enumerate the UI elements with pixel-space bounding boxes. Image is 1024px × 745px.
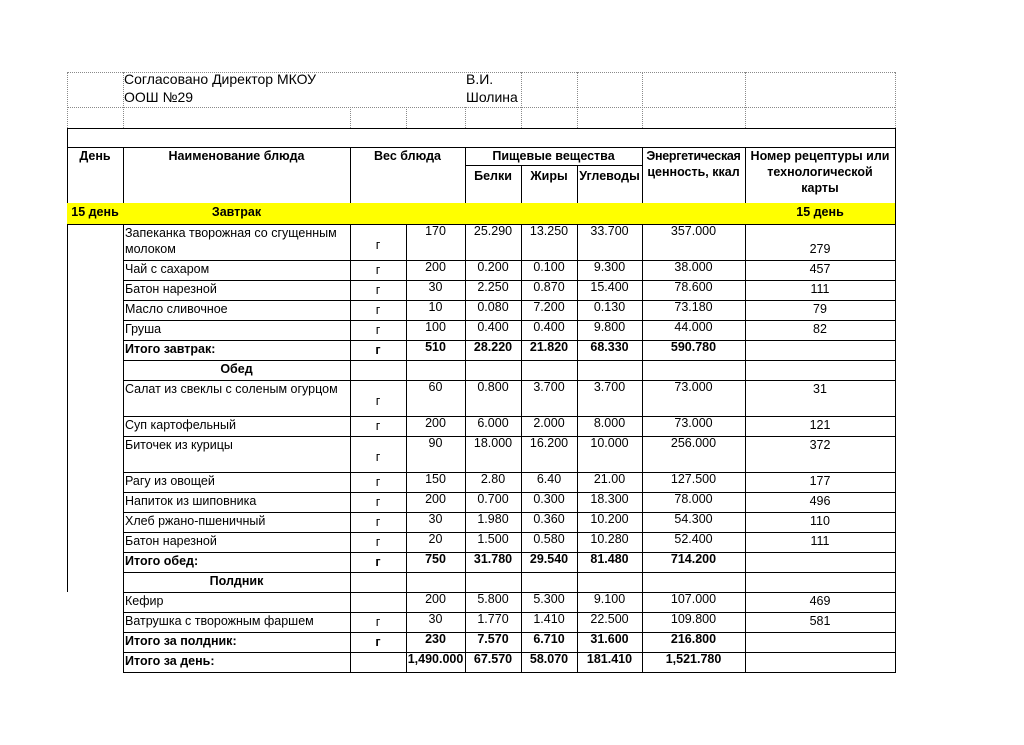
table-cell: г [375,635,381,649]
grid-line [745,572,746,592]
table-cell: 457 [809,262,831,276]
table-cell: г [375,283,381,297]
grid-line [465,572,466,592]
table-cell: г [375,394,381,408]
table-cell: 9.100 [593,592,626,606]
table-cell: 29.540 [529,552,569,566]
table-cell: 109.800 [670,612,717,626]
grid-line [895,592,896,612]
table-cell: г [375,475,381,489]
table-cell: 1,521.780 [665,652,722,666]
table-cell: Батон нарезной [125,282,217,296]
breakfast-title: Завтрак [211,205,262,219]
table-cell: 28.220 [473,340,513,354]
table-cell: 100 [425,320,446,334]
table-cell: Ватрушка с творожным фаршем [125,614,314,628]
table-cell: 177 [809,474,831,488]
table-cell: 82 [813,322,827,336]
grid-line [895,380,896,416]
table-cell: 30 [428,280,443,294]
table-cell: Кефир [125,594,164,608]
table-cell: 33.700 [590,224,629,238]
grid-line [350,360,351,380]
grid-line [350,592,351,612]
header-carbs: Углеводы [579,169,640,183]
grid-line [123,512,124,532]
day-label: 15 день [71,205,119,219]
table-cell: 73.000 [674,416,713,430]
table-cell: 121 [809,418,831,432]
grid-line [521,360,522,380]
table-cell: 107.000 [670,592,717,606]
table-cell: 30 [428,612,443,626]
grid-line [895,360,896,380]
table-cell: 10.200 [590,512,629,526]
table-cell: 68.330 [590,340,629,354]
table-cell: г [375,555,381,569]
table-cell: 111 [810,534,830,548]
table-cell: 5.300 [533,592,565,606]
header-day: День [79,149,111,163]
table-cell: 54.300 [674,512,713,526]
grid-line [123,612,124,632]
table-cell: г [375,303,381,317]
grid-line [745,632,746,652]
table-cell: 9.300 [593,260,626,274]
table-cell: Чай с сахаром [125,262,210,276]
header-protein: Белки [474,169,512,183]
grid-line [123,572,896,573]
table-cell: 3.700 [593,380,626,394]
table-cell: 10.280 [590,532,629,546]
table-cell: 7.570 [477,632,509,646]
grid-line [895,300,896,320]
table-cell: 0.800 [477,380,509,394]
table-cell: 200 [425,492,446,506]
table-cell: 1.410 [533,612,565,626]
table-cell: 200 [425,260,446,274]
table-cell: 111 [810,282,830,296]
table-cell: Итого обед: [125,554,199,568]
grid-line [406,360,407,380]
grid-line [123,360,896,361]
table-cell: 13.250 [529,224,569,238]
table-cell: 5.800 [477,592,509,606]
approval-name1: В.И. [466,71,494,87]
table-cell: г [375,615,381,629]
table-cell: 750 [425,552,446,566]
table-cell: 127.500 [670,472,717,486]
grid-line [895,652,896,672]
table-cell: 3.700 [533,380,565,394]
table-cell: 79 [813,302,827,316]
grid-line [895,260,896,280]
table-cell: 6.000 [477,416,509,430]
table-cell: 7.200 [533,300,565,314]
table-cell: г [375,535,381,549]
table-cell: 0.360 [533,512,565,526]
grid-line [350,652,351,672]
table-cell: 10.000 [590,436,629,450]
grid-line [895,632,896,652]
approval-name2: Шолина [466,89,518,105]
grid-line [123,416,124,436]
table-cell: Итого за полдник: [125,634,237,648]
table-cell: 6.710 [533,632,565,646]
grid-line [895,492,896,512]
grid-line [895,280,896,300]
table-cell: г [375,450,381,464]
table-cell: 200 [425,592,446,606]
table-cell: 60 [428,380,443,394]
table-cell: 21.820 [529,340,569,354]
table-cell: 8.000 [593,416,626,430]
grid-line [895,436,896,472]
table-cell: 1.980 [477,512,509,526]
table-cell: 1,490.000 [407,652,464,666]
table-cell: 510 [425,340,446,354]
grid-line [123,592,124,612]
table-cell: 0.700 [477,492,509,506]
table-cell: 44.000 [674,320,713,334]
table-cell: 15.400 [590,280,629,294]
table-cell: 2.250 [477,280,509,294]
grid-line [895,320,896,340]
header-energy-1: Энергетическая [646,149,741,163]
table-cell: г [375,263,381,277]
table-cell: 81.480 [590,552,629,566]
grid-line [521,572,522,592]
day-label-right: 15 день [796,205,844,219]
table-cell: 18.000 [473,436,513,450]
grid-line [123,340,124,360]
table-cell: 22.500 [590,612,629,626]
table-cell: Суп картофельный [125,418,236,432]
table-cell: 279 [809,242,831,256]
table-cell: 20 [428,532,443,546]
table-cell: Напиток из шиповника [125,494,257,508]
grid-line [123,300,124,320]
grid-line [895,572,896,592]
grid-line [745,340,746,360]
table-cell: 0.400 [533,320,565,334]
grid-line [895,224,896,260]
table-cell: г [375,419,381,433]
table-cell: 496 [809,494,831,508]
table-cell: 6.40 [536,472,562,486]
grid-line [642,572,643,592]
table-cell: 170 [425,224,446,238]
grid-line [123,260,124,280]
table-cell: Батон нарезной [125,534,217,548]
table-cell: Биточек из курицы [125,438,233,452]
table-cell: 73.000 [674,380,713,394]
table-cell: Хлеб ржано-пшеничный [125,514,266,528]
table-cell: 58.070 [529,652,569,666]
grid-line [895,512,896,532]
grid-line [745,552,746,572]
grid-line [123,532,124,552]
grid-line [406,572,407,592]
table-cell: 0.200 [477,260,509,274]
header-recipe-2: технологической [767,165,873,179]
table-cell: молоком [125,242,176,256]
grid-line [895,532,896,552]
grid-line [745,360,746,380]
table-cell: 31 [813,382,827,396]
table-cell: Салат из свеклы с соленым огурцом [125,382,338,396]
table-cell: 2.80 [480,472,506,486]
grid-line [123,672,896,673]
table-cell: 256.000 [670,436,717,450]
grid-line [67,128,896,129]
table-cell: 0.100 [533,260,565,274]
grid-line [895,552,896,572]
grid-line [123,632,124,652]
table-cell: Итого завтрак: [125,342,216,356]
grid-line [642,360,643,380]
table-cell: 0.080 [477,300,509,314]
table-cell: 150 [425,472,446,486]
table-cell: 469 [809,594,831,608]
header-recipe-1: Номер рецептуры или [750,149,890,163]
table-cell: 581 [809,614,831,628]
grid-line [745,652,746,672]
grid-line [465,165,642,166]
grid-line [895,416,896,436]
table-cell: 372 [809,438,831,452]
table-cell: 73.180 [674,300,713,314]
table-cell: 2.000 [533,416,565,430]
table-cell: 216.800 [670,632,717,646]
table-cell: 18.300 [590,492,629,506]
table-cell: 9.800 [593,320,626,334]
grid-line [123,436,124,472]
table-cell: 16.200 [529,436,569,450]
grid-line [465,360,466,380]
table-cell: 0.870 [533,280,565,294]
table-cell: Итого за день: [125,654,215,668]
table-cell: 0.130 [593,300,626,314]
header-recipe-3: карты [801,181,839,195]
table-cell: 0.580 [533,532,565,546]
table-cell: 21.00 [593,472,626,486]
table-cell: 230 [425,632,446,646]
table-cell: Груша [125,322,162,336]
table-cell: г [375,515,381,529]
table-cell: 78.000 [674,492,713,506]
grid-line [895,340,896,360]
table-cell: 25.290 [473,224,513,238]
header-fat: Жиры [530,169,568,183]
table-cell: Полдник [209,574,264,588]
header-dish: Наименование блюда [168,149,305,163]
table-cell: г [375,323,381,337]
header-energy-2: ценность, ккал [647,165,740,179]
table-cell: 200 [425,416,446,430]
table-cell: 31.600 [590,632,629,646]
grid-line [123,652,124,672]
table-cell: 1.500 [477,532,509,546]
table-cell: 0.400 [477,320,509,334]
grid-line [895,472,896,492]
table-cell: 30 [428,512,443,526]
approval-line1: Согласовано Директор МКОУ [124,71,317,87]
table-cell: 110 [810,514,830,528]
table-cell: 357.000 [670,224,717,238]
grid-line [123,472,124,492]
grid-line [123,380,124,416]
grid-line [895,612,896,632]
table-cell: 590.780 [670,340,717,354]
table-cell: 78.600 [674,280,713,294]
table-cell: г [375,495,381,509]
table-cell: 181.410 [586,652,633,666]
table-cell: 90 [428,436,443,450]
grid-line [577,572,578,592]
grid-line [123,280,124,300]
approval-line2: ООШ №29 [124,89,194,105]
grid-line [123,552,124,572]
grid-line [123,224,124,260]
table-cell: 52.400 [674,532,713,546]
table-cell: 31.780 [473,552,513,566]
grid-line [895,128,896,224]
table-cell: Обед [220,362,253,376]
grid-line [577,360,578,380]
table-cell: Рагу из овощей [125,474,215,488]
grid-line [123,320,124,340]
table-cell: г [375,238,381,252]
table-cell: 714.200 [670,552,717,566]
table-cell: 1.770 [477,612,509,626]
table-cell: 38.000 [674,260,713,274]
table-cell: 67.570 [473,652,513,666]
table-cell: Запеканка творожная со сгущенным [125,226,337,240]
header-weight: Вес блюда [374,149,441,163]
grid-line [123,492,124,512]
grid-line [350,572,351,592]
table-cell: Масло сливочное [125,302,228,316]
table-cell: 10 [428,300,443,314]
grid-line [67,224,68,592]
table-cell: г [375,343,381,357]
grid-line [67,147,896,148]
header-nutrients: Пищевые вещества [492,149,615,163]
table-cell: 0.300 [533,492,565,506]
